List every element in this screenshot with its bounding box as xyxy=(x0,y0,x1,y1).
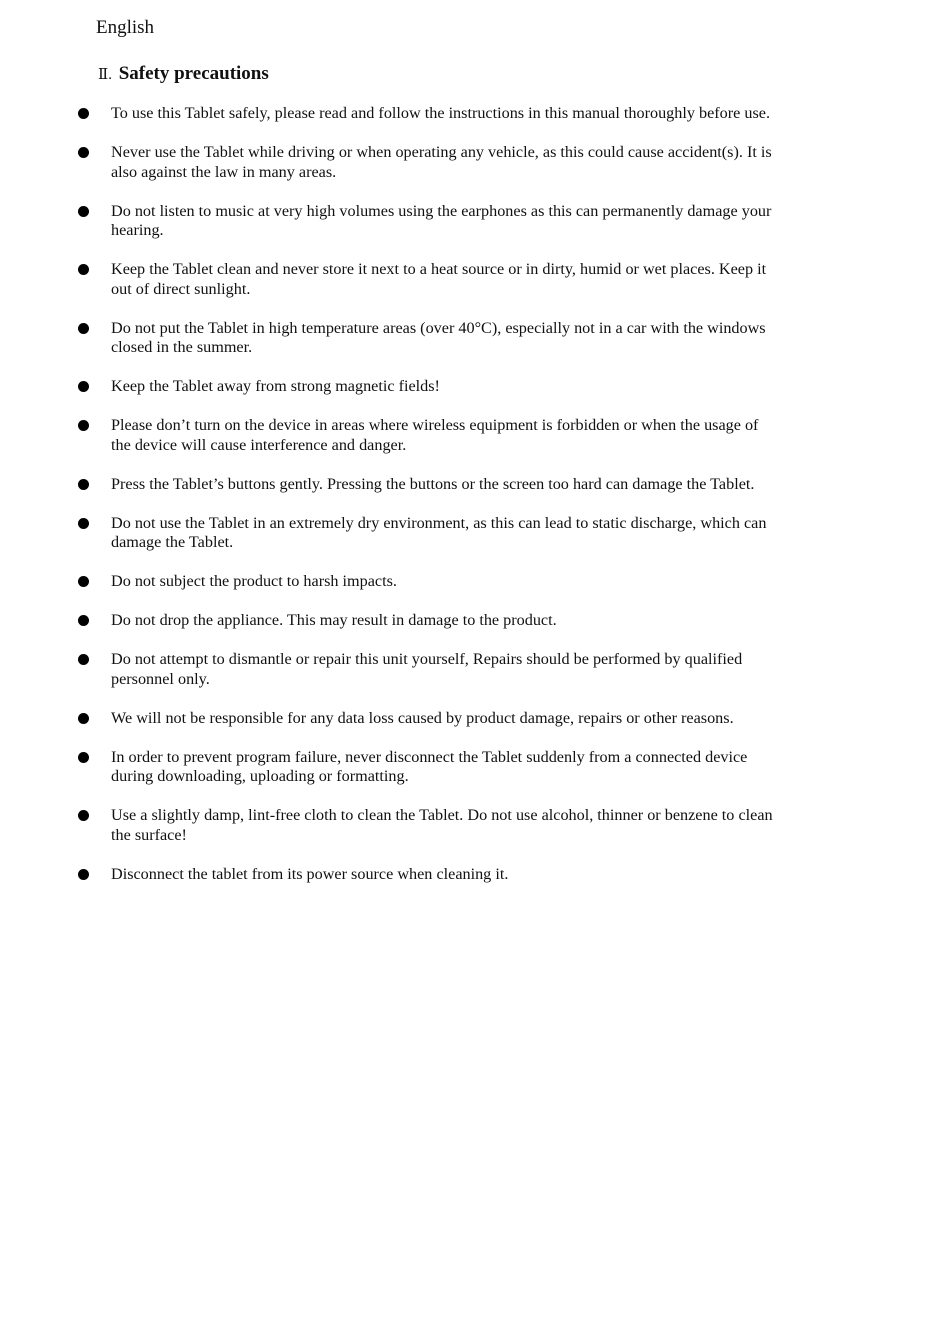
precaution-item xyxy=(0,650,776,689)
precaution-text: Keep the Tablet clean and never store it next to a heat source or in dirty, humid or wet places. Keep it out of direct sunlight. xyxy=(111,260,767,298)
precaution-item xyxy=(0,514,776,553)
bullet-icon xyxy=(78,752,89,763)
precaution-text: Do not drop the appliance. This may result in damage to the product. xyxy=(111,611,557,629)
language-label: English xyxy=(96,17,155,38)
precaution-item xyxy=(0,709,776,729)
precaution-item xyxy=(0,377,776,397)
precaution-text: Do not attempt to dismantle or repair this unit yourself, Repairs should be performed by qualified personnel only. xyxy=(111,650,743,688)
bullet-icon xyxy=(78,518,89,529)
bullet-icon xyxy=(78,420,89,431)
precaution-item xyxy=(0,865,776,885)
precaution-item xyxy=(0,202,776,241)
precaution-text: To use this Tablet safely, please read and follow the instructions in this manual thoroughly before use. xyxy=(111,104,771,122)
precaution-item xyxy=(0,416,776,455)
section-numeral: Ⅱ. xyxy=(98,67,112,83)
bullet-icon xyxy=(78,615,89,626)
precaution-text: In order to prevent program failure, never disconnect the Tablet suddenly from a connected device during downloading, uploading or formatting. xyxy=(111,747,748,785)
precaution-text: Keep the Tablet away from strong magnetic fields! xyxy=(111,377,440,395)
bullet-icon xyxy=(78,713,89,724)
precaution-text: Never use the Tablet while driving or when operating any vehicle, as this could cause accident(s). It is also against the law in many areas. xyxy=(111,143,772,181)
precaution-text: Use a slightly damp, lint-free cloth to clean the Tablet. Do not use alcohol, thinner or benzene to clean the surface! xyxy=(111,806,773,844)
bullet-icon xyxy=(78,654,89,665)
bullet-icon xyxy=(78,576,89,587)
precaution-item xyxy=(0,143,776,182)
bullet-icon xyxy=(78,206,89,217)
precaution-item xyxy=(0,104,776,124)
precaution-text: Do not use the Tablet in an extremely dry environment, as this can lead to static discharge, which can damage the Tablet. xyxy=(111,513,767,551)
precaution-text: Do not put the Tablet in high temperature areas (over 40°C), especially not in a car with the windows closed in the summer. xyxy=(111,318,766,356)
precaution-item xyxy=(0,748,776,787)
precautions-list xyxy=(0,104,776,904)
precaution-text: Please don’t turn on the device in areas where wireless equipment is forbidden or when the usage of the device will cause interference and danger. xyxy=(111,416,759,454)
bullet-icon xyxy=(78,479,89,490)
precaution-text: Do not subject the product to harsh impacts. xyxy=(111,572,397,590)
section-heading xyxy=(98,62,269,87)
precaution-text: Do not listen to music at very high volumes using the earphones as this can permanently damage your hearing. xyxy=(111,201,772,239)
precaution-item xyxy=(0,806,776,845)
precaution-item xyxy=(0,260,776,299)
bullet-icon xyxy=(78,108,89,119)
section-title: Safety precautions xyxy=(118,63,269,84)
precaution-item xyxy=(0,475,776,495)
bullet-icon xyxy=(78,869,89,880)
bullet-icon xyxy=(78,381,89,392)
bullet-icon xyxy=(78,810,89,821)
bullet-icon xyxy=(78,147,89,158)
precaution-text: We will not be responsible for any data loss caused by product damage, repairs or other reasons. xyxy=(111,708,734,727)
precaution-item xyxy=(0,572,776,592)
precaution-text: Disconnect the tablet from its power source when cleaning it. xyxy=(111,864,509,883)
precaution-item xyxy=(0,611,776,631)
bullet-icon xyxy=(78,264,89,275)
bullet-icon xyxy=(78,323,89,334)
precaution-text: Press the Tablet’s buttons gently. Pressing the buttons or the screen too hard can damage the Tablet. xyxy=(111,474,755,493)
precaution-item xyxy=(0,319,776,358)
